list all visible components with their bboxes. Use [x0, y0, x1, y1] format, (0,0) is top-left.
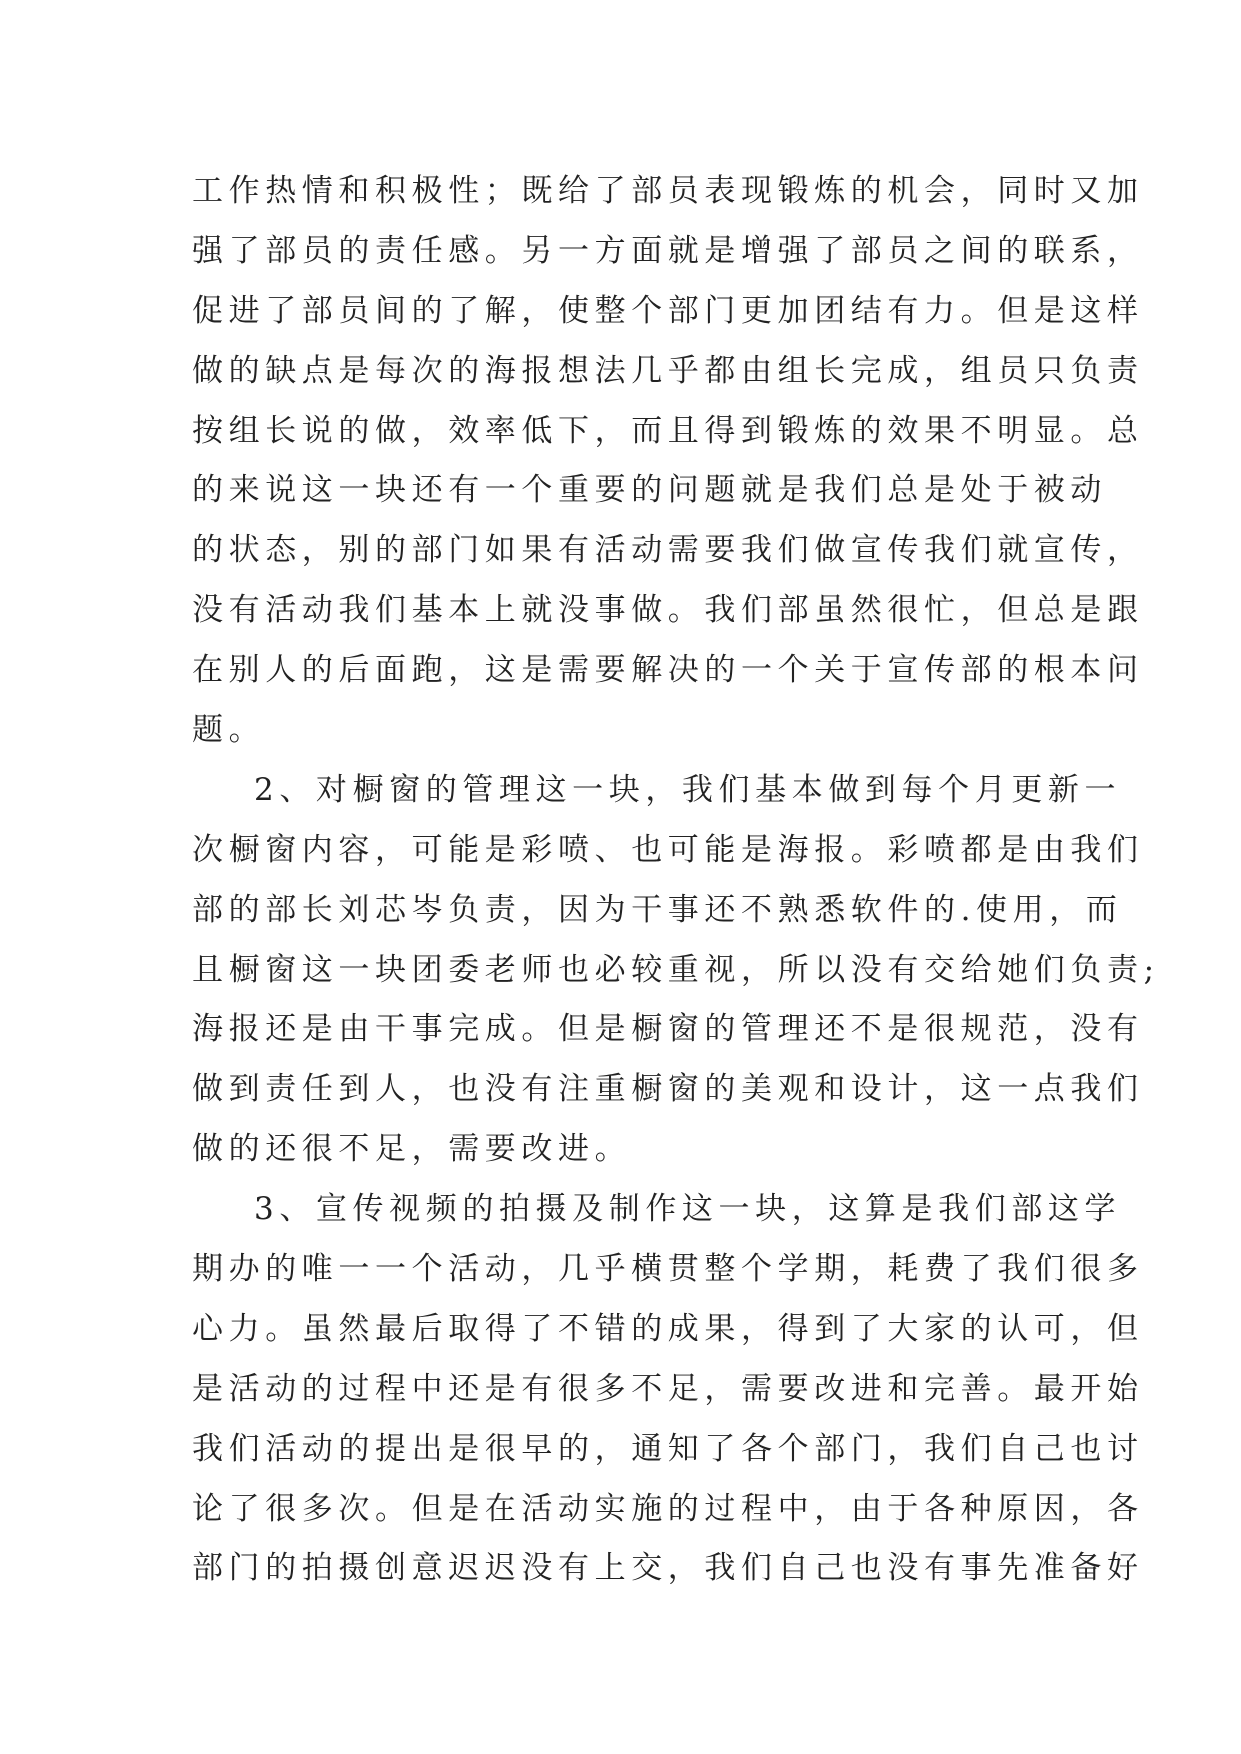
text-line: 期办的唯一一个活动，几乎横贯整个学期，耗费了我们很多	[192, 1251, 1144, 1288]
text-line: 做的缺点是每次的海报想法几乎都由组长完成，组员只负责	[192, 352, 1144, 389]
text-line: 海报还是由干事完成。但是橱窗的管理还不是很规范，没有	[192, 1011, 1144, 1048]
paragraph-3-first-line: 3、宣传视频的拍摄及制作这一块，这算是我们部这学	[254, 1191, 1122, 1228]
text-line: 在别人的后面跑，这是需要解决的一个关于宣传部的根本问	[192, 652, 1144, 689]
text-line: 的来说这一块还有一个重要的问题就是我们总是处于被动	[192, 472, 1107, 509]
text-line: 是活动的过程中还是有很多不足，需要改进和完善。最开始	[192, 1370, 1144, 1407]
text-line: 的状态，别的部门如果有活动需要我们做宣传我们就宣传，	[192, 532, 1144, 569]
text-line: 强了部员的责任感。另一方面就是增强了部员之间的联系，	[192, 232, 1144, 269]
text-line: 我们活动的提出是很早的，通知了各个部门，我们自己也讨	[192, 1430, 1144, 1467]
text-line: 部门的拍摄创意迟迟没有上交，我们自己也没有事先准备好	[192, 1550, 1144, 1587]
text-line: 且橱窗这一块团委老师也必较重视，所以没有交给她们负责;	[192, 951, 1160, 988]
text-line: 心力。虽然最后取得了不错的成果，得到了大家的认可，但	[192, 1310, 1144, 1347]
text-line: 论了很多次。但是在活动实施的过程中，由于各种原因，各	[192, 1490, 1144, 1527]
text-line: 按组长说的做，效率低下，而且得到锻炼的效果不明显。总	[192, 412, 1144, 449]
text-line: 工作热情和积极性；既给了部员表现锻炼的机会，同时又加	[192, 173, 1144, 209]
text-line: 做到责任到人，也没有注重橱窗的美观和设计，这一点我们	[192, 1071, 1144, 1108]
text-line: 做的还很不足，需要改进。	[192, 1131, 632, 1168]
paragraph-2-first-line: 2、对橱窗的管理这一块，我们基本做到每个月更新一	[254, 771, 1122, 808]
text-line: 题。	[192, 712, 266, 749]
text-line: 部的部长刘芯岑负责，因为干事还不熟悉软件的.使用，而	[192, 891, 1123, 928]
text-line: 没有活动我们基本上就没事做。我们部虽然很忙，但总是跟	[192, 592, 1144, 629]
text-line: 促进了部员间的了解，使整个部门更加团结有力。但是这样	[192, 292, 1144, 329]
body-text	[192, 162, 1160, 1599]
text-line: 次橱窗内容，可能是彩喷、也可能是海报。彩喷都是由我们	[192, 831, 1144, 868]
